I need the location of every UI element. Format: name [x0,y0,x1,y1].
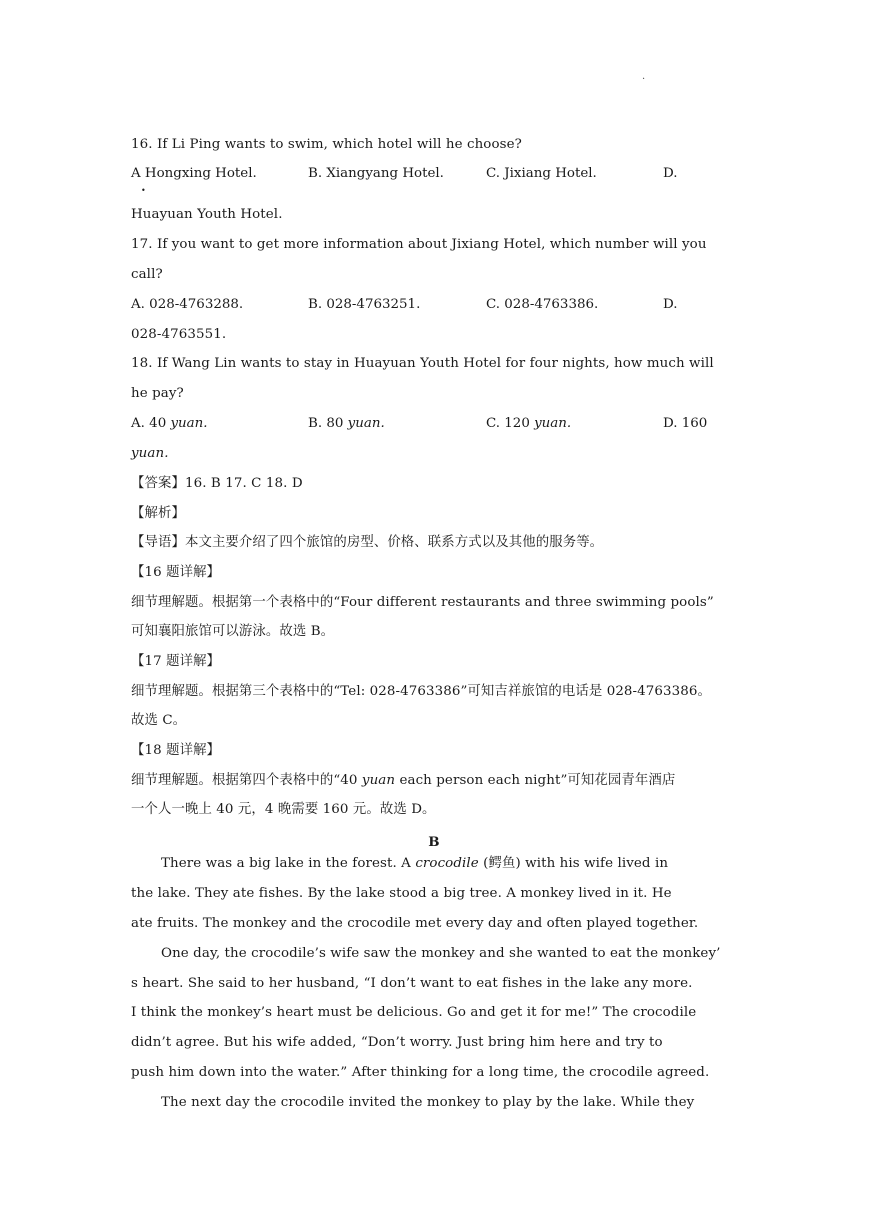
question-16: 16. If Li Ping wants to swim, which hotel will he choose? [131,137,522,152]
q18-option-b: B. 80 yuan. [308,416,385,431]
detail-17-line-1: 细节理解题。根据第三个表格中的“Tel: 028-4763386”可知吉祥旅馆的电话是 028-4763386。 [131,684,712,699]
detail-16-line-1: 细节理解题。根据第一个表格中的“Four different restaurants and three swimming pools” [131,595,714,610]
passage-p2-line-3: I think the monkey’s heart must be delicious. Go and get it for me!” The crocodile [131,1005,697,1020]
q18-option-d: D. 160 [663,416,708,431]
detail-17-line-2: 故选 C。 [131,713,187,728]
detail-16-title: 【16 题详解】 [131,565,221,580]
question-18-line-1: 18. If Wang Lin wants to stay in Huayuan Youth Hotel for four nights, how much will [131,356,714,371]
detail-17-title: 【17 题详解】 [131,654,221,669]
detail-18-title: 【18 题详解】 [131,743,221,758]
passage-p2-line-5: push him down into the water.” After thinking for a long time, the crocodile agreed. [131,1065,710,1080]
passage-p1-line-1: There was a big lake in the forest. A crocodile (鳄鱼) with his wife lived in [161,856,669,871]
analysis-label: 【解析】 [131,506,185,521]
answer-key: 【答案】16. B 17. C 18. D [131,476,303,491]
passage-p1-line-2: the lake. They ate fishes. By the lake stood a big tree. A monkey lived in it. He [131,886,672,901]
q17-option-d-text: 028-4763551. [131,327,227,342]
q17-option-d: D. [663,297,678,312]
passage-p1-line-3: ate fruits. The monkey and the crocodile met every day and often played together. [131,916,699,931]
passage-p2-line-2: s heart. She said to her husband, “I don’t want to eat fishes in the lake any more. [131,976,693,991]
detail-18-line-2: 一个人一晚上 40 元，4 晚需要 160 元。故选 D。 [131,802,436,817]
guide-text: 【导语】本文主要介绍了四个旅馆的房型、价格、联系方式以及其他的服务等。 [131,535,604,550]
q16-option-a: A Hongxing Hotel. [131,166,257,181]
passage-p2-line-4: didn’t agree. But his wife added, “Don’t worry. Just bring him here and try to [131,1035,663,1050]
q18-option-d-unit: yuan. [131,446,169,461]
q16-option-c: C. Jixiang Hotel. [486,166,597,181]
question-17-line-2: call? [131,267,163,282]
question-17-line-1: 17. If you want to get more information about Jixiang Hotel, which number will you [131,237,707,252]
q17-option-b: B. 028-4763251. [308,297,421,312]
q16-option-d: D. [663,166,678,181]
header-dot: · [642,74,646,85]
q16-option-b: B. Xiangyang Hotel. [308,166,444,181]
q17-option-a: A. 028-4763288. [131,297,244,312]
detail-18-line-1: 细节理解题。根据第四个表格中的“40 yuan each person each night”可知花园青年酒店 [131,773,676,788]
section-b-heading: B [428,834,440,850]
question-18-line-2: he pay? [131,386,184,401]
q18-option-c: C. 120 yuan. [486,416,572,431]
q17-option-c: C. 028-4763386. [486,297,599,312]
passage-p2-line-1: One day, the crocodile’s wife saw the monkey and she wanted to eat the monkey’ [161,946,721,961]
detail-16-line-2: 可知襄阳旅馆可以游泳。故选 B。 [131,624,335,639]
q16-option-d-text: Huayuan Youth Hotel. [131,207,283,222]
q18-option-a: A. 40 yuan. [131,416,208,431]
passage-p3-line-1: The next day the crocodile invited the monkey to play by the lake. While they [161,1095,695,1110]
option-dot-mark: • [141,186,146,195]
